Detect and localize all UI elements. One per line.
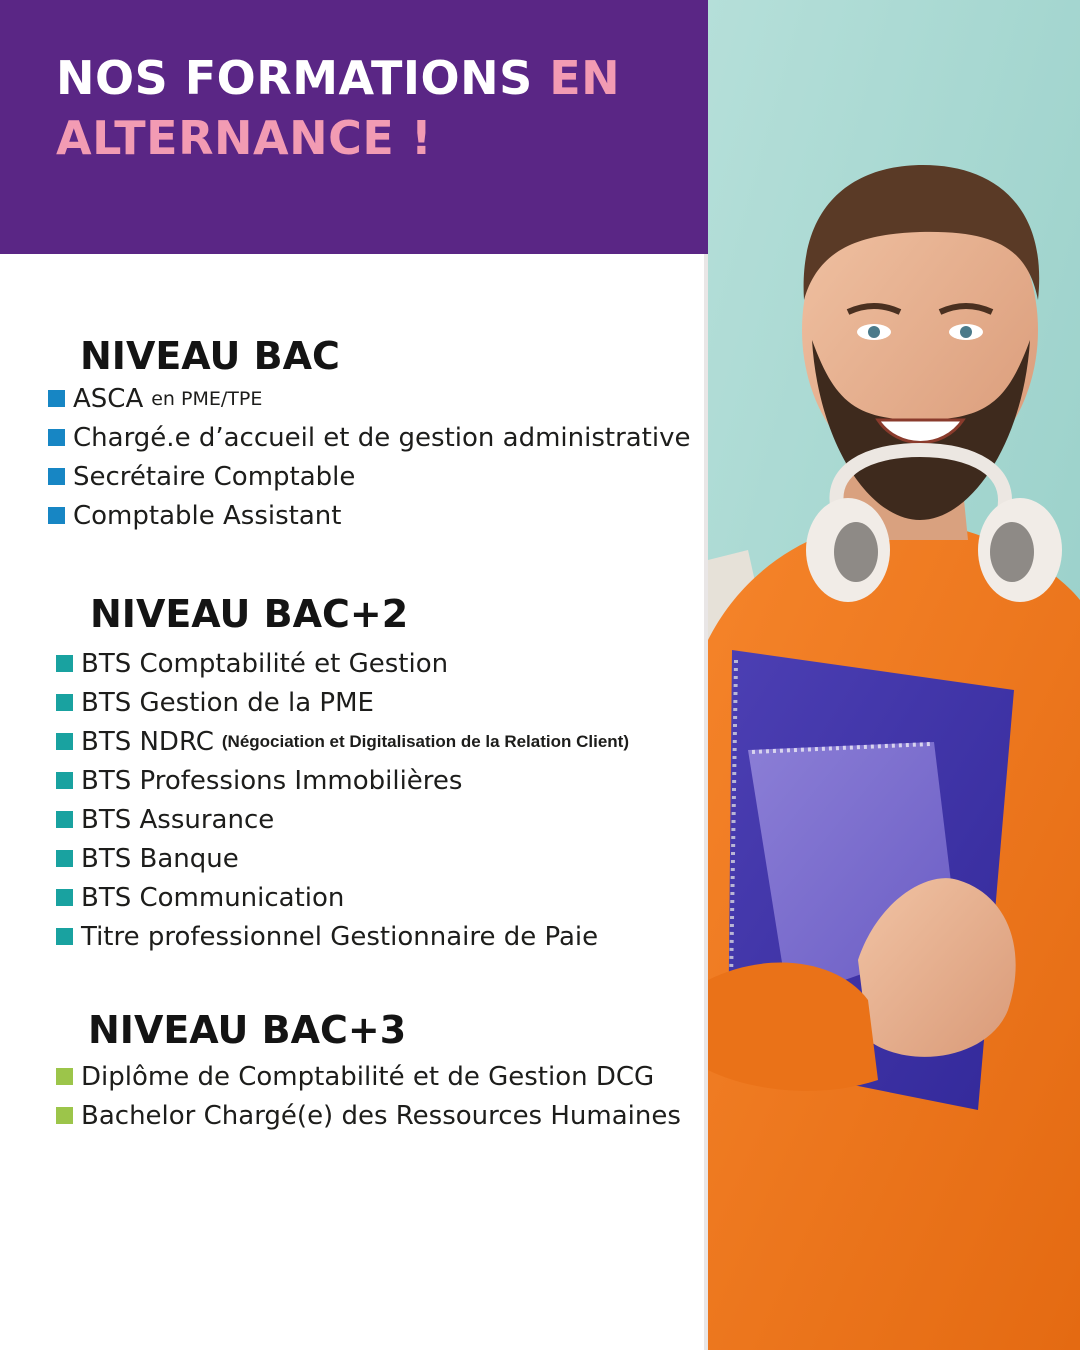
formations-list-panel bbox=[0, 254, 708, 1350]
list-item bbox=[56, 1057, 681, 1096]
square-bullet-icon bbox=[56, 772, 73, 789]
item-label: Diplôme de Comptabilité et de Gestion DCG bbox=[81, 1061, 655, 1092]
square-bullet-icon bbox=[56, 1068, 73, 1085]
square-bullet-icon bbox=[56, 1107, 73, 1124]
item-label: Secrétaire Comptable bbox=[73, 461, 356, 492]
item-label: Titre professionnel Gestionnaire de Paie bbox=[81, 921, 599, 952]
square-bullet-icon bbox=[56, 850, 73, 867]
list-item bbox=[48, 457, 691, 496]
item-note: (Négociation et Digitalisation de la Relation Client) bbox=[221, 731, 629, 751]
list-item bbox=[56, 722, 629, 761]
list-item bbox=[56, 917, 629, 956]
title-accent-part-2: ALTERNANCE ! bbox=[56, 111, 433, 165]
square-bullet-icon bbox=[56, 811, 73, 828]
list-item bbox=[56, 761, 629, 800]
headphone-right-inner bbox=[990, 522, 1034, 582]
square-bullet-icon bbox=[56, 694, 73, 711]
header-banner bbox=[0, 0, 708, 254]
item-label: BTS Communication bbox=[81, 882, 345, 913]
item-label: BTS NDRC bbox=[81, 726, 214, 757]
square-bullet-icon bbox=[48, 468, 65, 485]
item-label: Comptable Assistant bbox=[73, 500, 342, 531]
section-heading-bac-plus-2: NIVEAU BAC+2 bbox=[90, 592, 409, 636]
student-photo bbox=[708, 0, 1080, 1350]
item-label: BTS Banque bbox=[81, 843, 239, 874]
square-bullet-icon bbox=[56, 928, 73, 945]
item-label: BTS Comptabilité et Gestion bbox=[81, 648, 449, 679]
page-title bbox=[56, 48, 620, 168]
list-item bbox=[48, 496, 691, 535]
section-heading-bac: NIVEAU BAC bbox=[80, 334, 340, 378]
square-bullet-icon bbox=[56, 889, 73, 906]
square-bullet-icon bbox=[48, 390, 65, 407]
list-item bbox=[48, 418, 691, 457]
list-item bbox=[56, 800, 629, 839]
square-bullet-icon bbox=[56, 733, 73, 750]
square-bullet-icon bbox=[48, 429, 65, 446]
list-bac-plus-3 bbox=[56, 1057, 681, 1135]
item-label: BTS Professions Immobilières bbox=[81, 765, 463, 796]
list-item bbox=[56, 1096, 681, 1135]
list-item bbox=[56, 683, 629, 722]
left-iris bbox=[868, 326, 880, 338]
headphone-left-inner bbox=[834, 522, 878, 582]
list-item bbox=[48, 379, 691, 418]
list-item bbox=[56, 839, 629, 878]
item-label: BTS Assurance bbox=[81, 804, 275, 835]
item-label: ASCA bbox=[73, 383, 144, 414]
square-bullet-icon bbox=[56, 655, 73, 672]
student-illustration bbox=[708, 0, 1080, 1350]
square-bullet-icon bbox=[48, 507, 65, 524]
list-item bbox=[56, 644, 629, 683]
title-white-part: NOS FORMATIONS bbox=[56, 51, 533, 105]
item-qualifier: en PME/TPE bbox=[151, 387, 263, 410]
item-label: Chargé.e d’accueil et de gestion administrative bbox=[73, 422, 691, 453]
list-bac bbox=[48, 379, 691, 535]
list-bac-plus-2 bbox=[56, 644, 629, 956]
right-iris bbox=[960, 326, 972, 338]
section-heading-bac-plus-3: NIVEAU BAC+3 bbox=[88, 1008, 407, 1052]
list-item bbox=[56, 878, 629, 917]
item-label: Bachelor Chargé(e) des Ressources Humaines bbox=[81, 1100, 681, 1131]
title-accent-part-1: EN bbox=[549, 51, 621, 105]
item-label: BTS Gestion de la PME bbox=[81, 687, 374, 718]
